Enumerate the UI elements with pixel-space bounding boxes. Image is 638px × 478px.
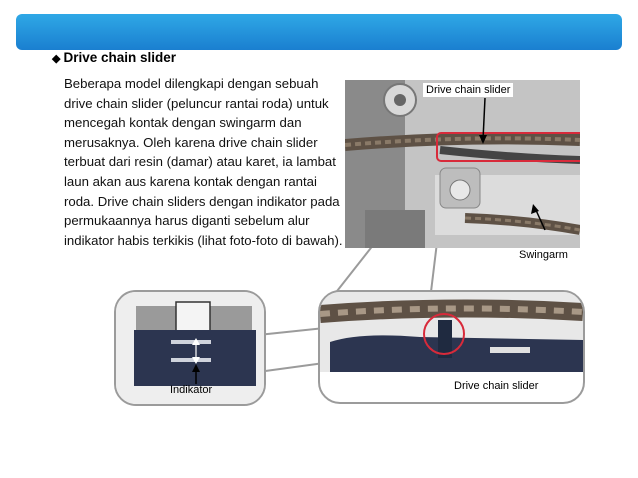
swingarm-label-outer: Swingarm [519,249,568,261]
body-paragraph: Beberapa model dilengkapi dengan sebuah drive chain slider (peluncur rantai roda) untuk mencegah kontak dengan swingarm dan merusaknya. Oleh karena drive chain slider terbuat dari resin (damar) atau karet, ia lambat laun akan aus karena kontak dengan rantai roda. Drive chain sliders dengan indikator pada permukaannya harus diganti sebelum alur indikator habis terkikis (lihat foto-foto di bawah). [64,76,343,248]
top-photo-label: Drive chain slider [423,83,513,97]
bottom-photo-label: Drive chain slider [454,380,539,392]
chain-swingarm-illustration [345,80,580,248]
indicator-label: Indikator [170,384,213,396]
bullet-diamond-icon: ◆ [52,53,61,65]
indicator-zoom-bubble [114,290,266,406]
chain-swingarm-photo [345,80,580,248]
slider-closeup-illustration [320,292,583,402]
slider-closeup-photo [318,290,585,404]
heading-text: Drive chain slider [63,50,177,65]
